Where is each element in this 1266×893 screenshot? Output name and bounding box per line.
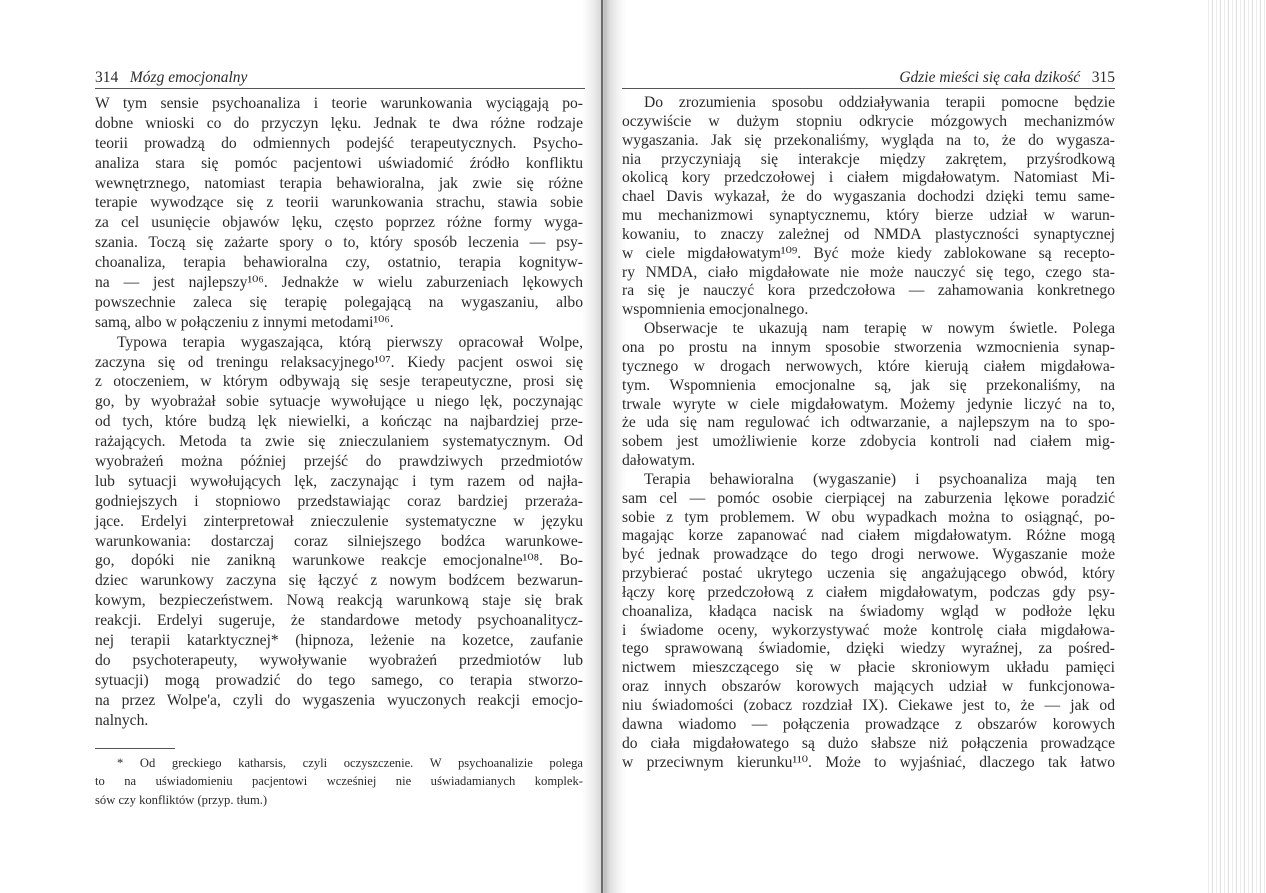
text-line: być jednak prowadzące do tego drogi nerwowe. Wygaszanie może bbox=[622, 546, 1115, 564]
page-edge-shadow bbox=[1205, 0, 1266, 893]
text-line: i świadome oceny, wykorzystywać może kontrolę ciała migdałowa- bbox=[622, 621, 1115, 639]
text-line: wygaszania. Jak się przekonaliśmy, wygląda na to, że do wygasza- bbox=[622, 131, 1115, 149]
text-line: na — jest najlepszy¹⁰⁶. Jednakże w wielu zaburzeniach lękowych bbox=[95, 274, 583, 292]
footnote bbox=[95, 754, 583, 809]
text-line: w ciele migdałowatym¹⁰⁹. Być może kiedy zablokowane są recepto- bbox=[622, 244, 1115, 262]
text-line: Do zrozumienia sposobu oddziaływania terapii pomocne będzie bbox=[644, 94, 1115, 111]
text-line: rażających. Metoda ta zwie się znieczulaniem systematycznym. Od bbox=[95, 433, 583, 451]
text-line: reakcji. Erdelyi sugeruje, że standardowe metody psychoanalitycz- bbox=[95, 612, 583, 630]
text-line: sytuacji) mogą prowadzić do tego samego, co terapia stworzo- bbox=[95, 671, 583, 689]
text-line: go, by wyobrażał sobie sytuacje wywołujące u niego lęk, poczynając bbox=[95, 393, 583, 411]
text-line: że uda się nam regulować ich odtwarzanie, a najlepszym na to spo- bbox=[622, 414, 1115, 432]
text-line: wewnętrznego, natomiast terapia behawioralna, jak zwie się różne bbox=[95, 174, 583, 192]
text-line: kowaniu, to znaczy zależnej od NMDA plastyczności synaptycznej bbox=[622, 225, 1115, 243]
text-line: Typowa terapia wygaszająca, którą pierwszy opracował Wolpe, bbox=[117, 333, 583, 351]
text-line: sobem jest umożliwienie korze zdobycia kontroli nad ciałem mig- bbox=[622, 433, 1115, 451]
text-line: z otoczeniem, w którym odbywają się sesje terapeutyczne, prosi się bbox=[95, 373, 583, 391]
text-line: przybierać postać ukrytego uczenia się angażującego obwód, który bbox=[622, 565, 1115, 583]
text-line: do ciała migdałowatego są dużo słabsze niż połączenia prowadzące bbox=[622, 734, 1115, 752]
text-line: ona po prostu na innym sposobie stworzenia wzmocnienia synap- bbox=[622, 338, 1115, 356]
right-running-title: Gdzie mieści się cała dzikość bbox=[899, 69, 1081, 86]
text-line: dobne wnioski co do przyczyn lęku. Jednak te dwa różne rodzaje bbox=[95, 114, 583, 132]
book-gutter-shadow bbox=[582, 0, 626, 893]
text-line: choanaliza, terapia behawioralna czy, ostatnio, terapia kognityw- bbox=[95, 254, 583, 272]
text-line: wspomnienia emocjonalnego. bbox=[622, 301, 809, 319]
text-line: tycznego w drogach nerwowych, które kierują ciałem migdałowa- bbox=[622, 357, 1115, 375]
text-line: zaczyna się od treningu relaksacyjnego¹⁰⁷. Kiedy pacjent oswoi się bbox=[95, 353, 583, 371]
text-line: teorii prowadzą do odmiennych podejść terapeutycznych. Psycho- bbox=[95, 134, 583, 152]
text-line: ry NMDA, ciało migdałowate nie może nauczyć się tego, czego sta- bbox=[622, 263, 1115, 281]
text-line: jące. Erdelyi zinterpretował znieczulenie systematyczne w języku bbox=[95, 512, 583, 530]
text-line: tym. Wspomnienia emocjonalne są, jak się przekonaliśmy, na bbox=[622, 376, 1115, 394]
text-line: warunkowania: dostarczaj coraz silniejszego bodźca warunkowe- bbox=[95, 532, 583, 550]
text-line: magając korze zapanować nad ciałem migdałowatym. Różne mogą bbox=[622, 527, 1115, 545]
text-line: terapie wywodzące się z teorii warunkowania strachu, stawia sobie bbox=[95, 194, 583, 212]
text-line: ra się je nauczyć kora przedczołowa — zahamowania konkretnego bbox=[622, 282, 1115, 300]
text-line: wyobrażeń można później przejść do prawdziwych przedmiotów bbox=[95, 453, 583, 471]
text-line: Obserwacje te ukazują nam terapię w nowym świetle. Polega bbox=[644, 320, 1115, 338]
text-line: sobie z tym problemem. W obu wypadkach można to osiągnąć, po- bbox=[622, 508, 1115, 526]
text-line: W tym sensie psychoanaliza i teorie warunkowania wyciągają po- bbox=[95, 95, 583, 112]
footnote-text bbox=[95, 754, 583, 809]
text-line: sów czy konfliktów (przyp. tłum.) bbox=[95, 792, 268, 807]
left-running-title: Mózg emocjonalny bbox=[129, 69, 248, 86]
left-page-number: 314 bbox=[95, 69, 119, 86]
text-line: kowym, bezpieczeństwem. Nową reakcją warunkową staje się brak bbox=[95, 592, 583, 610]
text-line: oczywiście w dużym stopniu odkrycie mózgowych mechanizmów bbox=[622, 112, 1115, 130]
text-line: oraz innych obszarów korowych mających udział w funkcjonowa- bbox=[622, 678, 1115, 696]
book-spine-line bbox=[601, 0, 603, 893]
text-line: w przeciwnym kierunku¹¹⁰. Może to wyjaśniać, dlaczego tak łatwo bbox=[622, 753, 1115, 771]
text-line: * Od greckiego katharsis, czyli oczyszczenie. W psychoanalizie polega bbox=[117, 756, 583, 770]
text-line: go, dopóki nie zanikną warunkowe reakcje emocjonalne¹⁰⁸. Bo- bbox=[95, 552, 583, 570]
text-line: Terapia behawioralna (wygaszanie) i psychoanaliza mają ten bbox=[644, 470, 1115, 488]
text-line: na przez Wolpe'a, czyli do wygaszenia wyuczonych reakcji emocjo- bbox=[95, 691, 583, 709]
text-line: za cel usunięcie objawów lęku, często poprzez różne formy wyga- bbox=[95, 214, 583, 232]
paragraph bbox=[95, 94, 583, 333]
text-line: nalnych. bbox=[95, 711, 149, 729]
text-line: dawna wiadomo — połączenia prowadzące z obszarów korowych bbox=[622, 715, 1115, 733]
text-line: nictwem mieszczącego się w płacie skroniowym układu pamięci bbox=[622, 659, 1115, 677]
paragraph bbox=[622, 471, 1115, 773]
right-header-rule bbox=[622, 88, 1115, 89]
right-page-number: 315 bbox=[1091, 69, 1115, 86]
text-line: chael Davis wykazał, że do wygaszania dochodzi dzięki temu same- bbox=[622, 188, 1115, 206]
text-line: choanaliza, kładąca nacisk na świadomy wgląd w podłoże lęku bbox=[622, 602, 1115, 620]
right-page-body bbox=[622, 94, 1115, 772]
left-header-rule bbox=[95, 88, 585, 89]
text-line: to na uświadomieniu pacjentowi wcześniej nie uświadamianych komplek- bbox=[95, 774, 583, 789]
paragraph bbox=[622, 94, 1115, 320]
text-line: dałowatym. bbox=[622, 452, 696, 470]
right-page-header bbox=[622, 68, 1115, 88]
paragraph bbox=[622, 320, 1115, 471]
text-line: mu mechanizmowi synaptycznemu, który bierze udział w warun- bbox=[622, 207, 1115, 225]
text-line: godniejszych i stopniowo przedstawiając coraz bardziej przeraża- bbox=[95, 492, 583, 510]
text-line: samą, albo w połączeniu z innymi metodami¹⁰⁶. bbox=[95, 313, 394, 331]
text-line: od tych, które budzą lęk niewielki, a kończąc na najbardziej prze- bbox=[95, 413, 583, 431]
text-line: niu świadomości (zobacz rozdział IX). Ciekawe jest to, że — jak od bbox=[622, 697, 1115, 714]
paragraph bbox=[95, 333, 583, 731]
text-line: szania. Toczą się zażarte spory o to, który sposób leczenia — psy- bbox=[95, 234, 583, 252]
text-line: okolicą kory przedczołowej i ciałem migdałowatym. Natomiast Mi- bbox=[622, 169, 1115, 187]
text-line: trwale wyryte w ciele migdałowatym. Możemy jedynie liczyć na to, bbox=[622, 395, 1115, 413]
text-line: powszechnie zaleca się terapię polegającą na wygaszaniu, albo bbox=[95, 293, 583, 311]
text-line: lub sytuacji wywołujących lęk, zaczynając i tym razem od najła- bbox=[95, 472, 583, 490]
left-page-header bbox=[95, 68, 585, 88]
text-line: do psychoterapeuty, wywoływanie wyobrażeń przedmiotów lub bbox=[95, 651, 583, 669]
text-line: nej terapii katarktycznej* (hipnoza, leżenie na kozetce, zaufanie bbox=[95, 632, 583, 650]
text-line: łączy korę przedczołową z ciałem migdałowatym, podczas gdy psy- bbox=[622, 583, 1115, 601]
text-line: tego sprawowaną świadomie, dzięki wiedzy wyraźnej, za pośred- bbox=[622, 640, 1115, 658]
footnote-rule bbox=[95, 748, 175, 749]
text-line: analiza stara się pomóc pacjentowi uświadomić źródło konfliktu bbox=[95, 154, 583, 172]
text-line: nia przyczyniają się interakcje między zakrętem, przyśrodkową bbox=[622, 150, 1115, 168]
text-line: dziec warunkowy zaczyna się łączyć z nowym bodźcem bezwarun- bbox=[95, 572, 583, 590]
text-line: sam cel — pomóc osobie cierpiącej na zaburzenia lękowe poradzić bbox=[622, 489, 1115, 507]
left-page-body bbox=[95, 94, 583, 731]
